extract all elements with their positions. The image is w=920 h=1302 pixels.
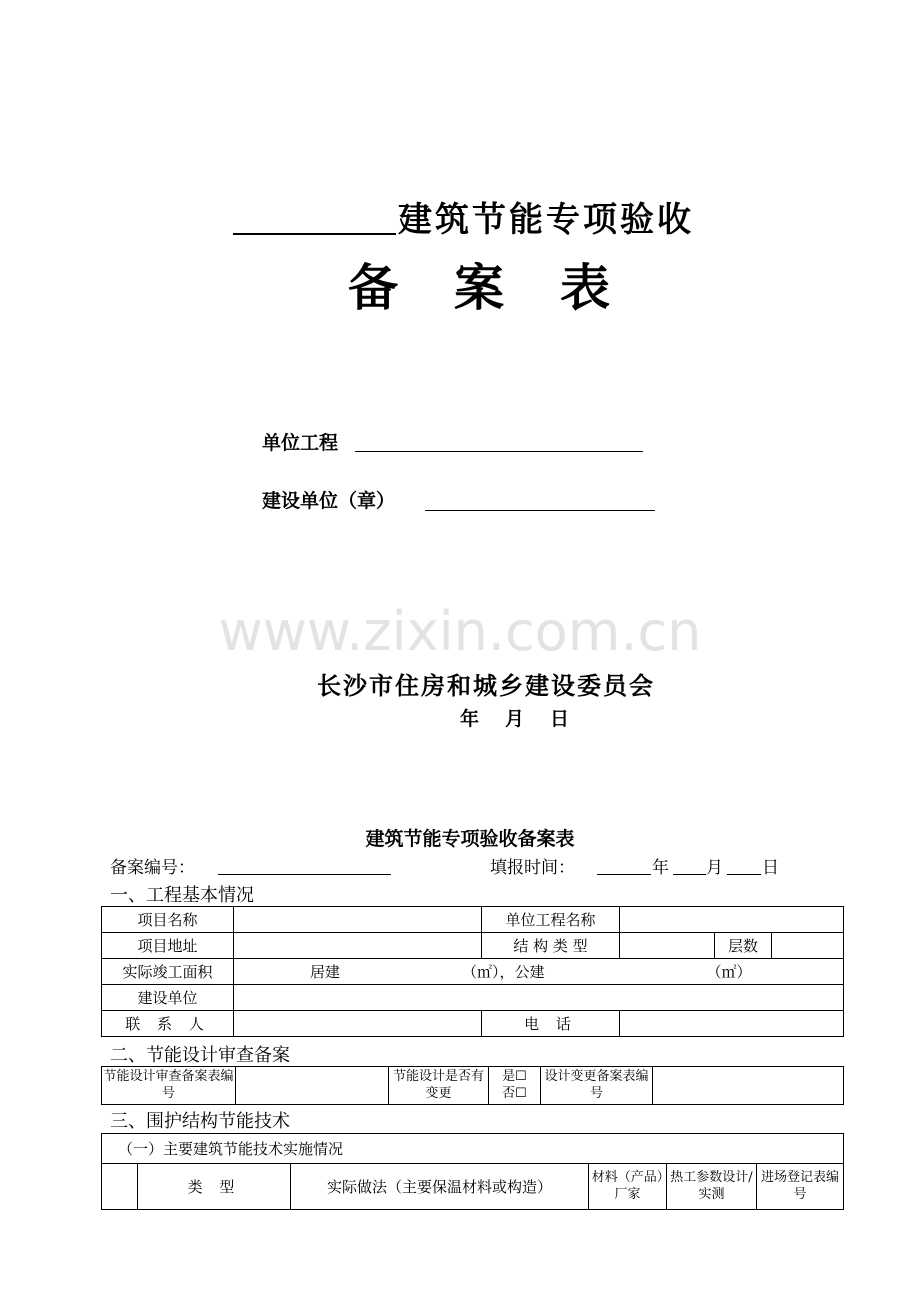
actual-area-label: 实际竣工面积 — [102, 959, 234, 985]
issue-date — [460, 704, 595, 731]
cover-title: 建筑节能专项验收 — [398, 200, 694, 240]
unit-project-field[interactable] — [355, 451, 643, 452]
construction-unit-value[interactable] — [234, 985, 844, 1011]
design-changed-label: 节能设计是否有变更 — [389, 1067, 489, 1105]
contact-label: 联 系 人 — [102, 1011, 234, 1037]
phone-label: 电 话 — [482, 1011, 620, 1037]
col-material-header: 材料（产品）厂家 — [589, 1164, 667, 1210]
structure-type-label: 结 构 类 型 — [482, 933, 620, 959]
project-address-value[interactable] — [234, 933, 482, 959]
fill-month-label: 月 — [706, 858, 723, 878]
issue-date-month: 月 — [505, 708, 525, 730]
floors-label: 层数 — [715, 933, 772, 959]
floors-value[interactable] — [772, 933, 844, 959]
section-2-heading: 二、节能设计审查备案 — [110, 1045, 290, 1066]
phone-value[interactable] — [620, 1011, 844, 1037]
fill-day-label: 日 — [762, 858, 779, 878]
change-no-label: 设计变更备案表编号 — [541, 1067, 653, 1105]
contact-value[interactable] — [234, 1011, 482, 1037]
change-no-value[interactable] — [653, 1067, 844, 1105]
no-checkbox[interactable]: 否☐ — [502, 1085, 527, 1101]
area-unit-end: （㎡） — [706, 962, 752, 981]
issue-date-year: 年 — [460, 708, 480, 730]
design-review-table — [101, 1066, 844, 1105]
actual-area-value[interactable] — [234, 959, 844, 985]
unit-project-name-label: 单位工程名称 — [482, 907, 620, 933]
builder-field[interactable] — [425, 510, 655, 511]
review-no-label: 节能设计审查备案表编号 — [102, 1067, 236, 1105]
section-3-heading: 三、围护结构节能技术 — [110, 1111, 290, 1132]
col-method-header: 实际做法（主要保温材料或构造） — [291, 1164, 589, 1210]
fill-year-field[interactable] — [597, 874, 651, 875]
envelope-tech-table — [101, 1133, 844, 1210]
record-no-label: 备案编号： — [110, 858, 195, 878]
fill-time-label: 填报时间： — [490, 858, 575, 878]
design-changed-options[interactable] — [489, 1067, 541, 1105]
review-no-value[interactable] — [236, 1067, 389, 1105]
issue-date-day: 日 — [550, 708, 570, 730]
residential-label: 居建 — [310, 962, 341, 981]
project-name-value[interactable] — [234, 907, 482, 933]
basic-info-table — [101, 906, 844, 1037]
col-thermal-header: 热工参数设计/实测 — [667, 1164, 757, 1210]
col-entry-header: 进场登记表编号 — [757, 1164, 844, 1210]
record-no-field[interactable] — [218, 874, 391, 875]
builder-label: 建设单位（章） — [262, 490, 396, 512]
watermark: www.zixin.com.cn — [218, 600, 702, 663]
cover-subtitle: 备案表 — [348, 258, 666, 317]
project-address-label: 项目地址 — [102, 933, 234, 959]
section-3-subheading: （一）主要建筑节能技术实施情况 — [102, 1134, 844, 1164]
unit-project-name-value[interactable] — [620, 907, 844, 933]
structure-type-value[interactable] — [620, 933, 715, 959]
cover-title-blank-line[interactable] — [233, 233, 396, 235]
construction-unit-label: 建设单位 — [102, 985, 234, 1011]
section-1-heading: 一、工程基本情况 — [110, 885, 254, 906]
fill-year-label: 年 — [652, 858, 669, 878]
fill-day-field[interactable] — [727, 874, 761, 875]
project-name-label: 项目名称 — [102, 907, 234, 933]
fill-month-field[interactable] — [673, 874, 706, 875]
col-type-header: 类 型 — [138, 1164, 291, 1210]
issuer-name: 长沙市住房和城乡建设委员会 — [317, 671, 655, 700]
unit-project-label: 单位工程 — [262, 432, 339, 454]
yes-checkbox[interactable]: 是☐ — [502, 1068, 527, 1084]
form-title: 建筑节能专项验收备案表 — [365, 828, 575, 850]
row-index-header — [102, 1164, 138, 1210]
public-label: （㎡），公建 — [462, 962, 545, 981]
